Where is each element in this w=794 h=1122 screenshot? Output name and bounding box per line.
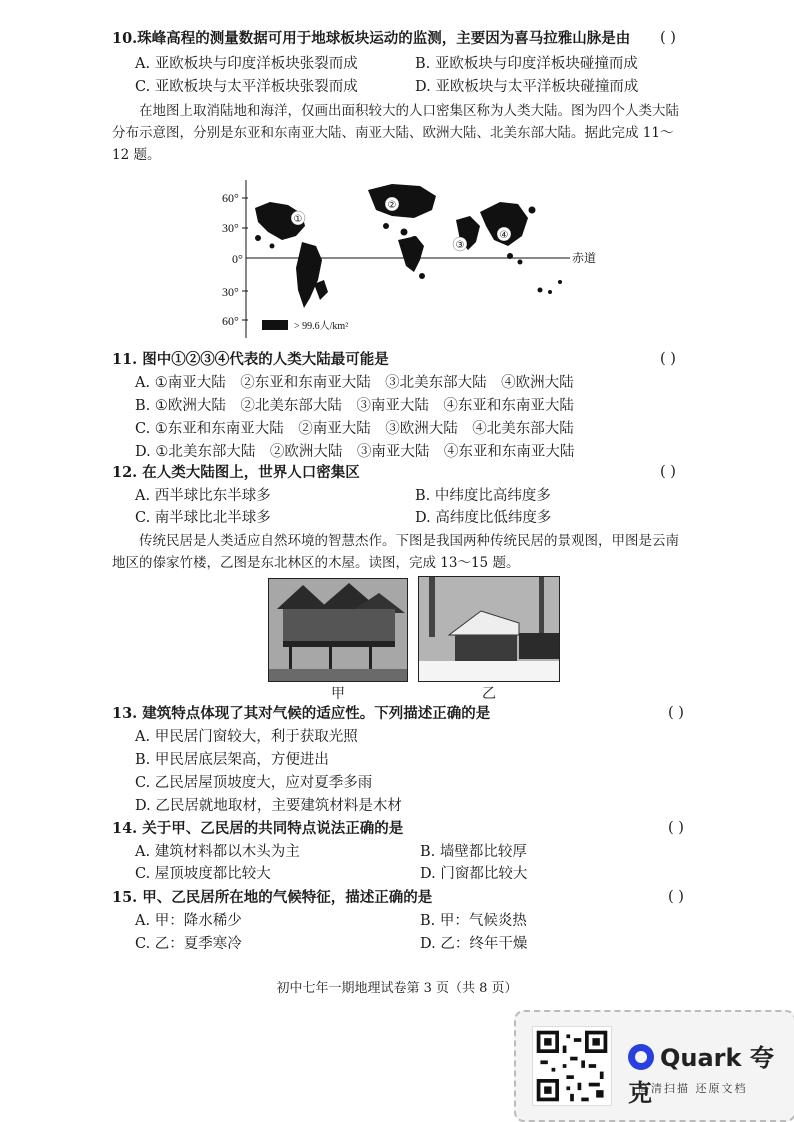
quark-tagline: 高清扫描 还原文档 [638,1082,748,1095]
q15-option-c: C. 乙：夏季寒冷 [135,936,242,952]
q14-stem: 14. 关于甲、乙民居的共同特点说法正确的是 [112,820,404,837]
dai-bamboo-house-photo [268,578,408,682]
q13-answer-paren: ( ) [668,705,684,721]
lat-30s-label: 30° [222,285,239,299]
q11-answer-paren: ( ) [660,351,676,367]
q12-option-d: D. 高纬度比低纬度多 [415,510,552,526]
q10-stem: 10.珠峰高程的测量数据可用于地球板块运动的监测，主要因为喜马拉雅山脉是由 [112,30,631,47]
q12-option-a: A. 西半球比东半球多 [135,488,271,504]
lat-0-label: 0° [232,252,243,266]
q10-option-c: C. 亚欧板块与太平洋板块张裂而成 [135,79,358,95]
q13-option-d: D. 乙民居就地取材，主要建筑材料是木材 [135,798,402,814]
q12-answer-paren: ( ) [660,464,676,480]
q10-answer-paren: ( ) [660,30,676,46]
marker-1: ① [293,214,303,225]
equator-label: 赤道 [572,251,597,265]
marker-2: ② [387,200,397,211]
q14-option-d: D. 门窗都比较大 [420,866,528,882]
population-dense-areas [255,184,562,308]
marker-3: ③ [455,240,465,251]
q15-option-a: A. 甲：降水稀少 [135,913,242,929]
q12-option-c: C. 南半球比北半球多 [135,510,271,526]
intro-11-12: 在地图上取消陆地和海洋，仅画出面积较大的人口密集区称为人类大陆。图为四个人类大陆分布示意图，分别是东亚和东南亚大陆、南亚大陆、欧洲大陆、北美东部大陆。据此完成 11～12 题。 [112,103,679,163]
q15-stem: 15. 甲、乙民居所在地的气候特征，描述正确的是 [112,889,433,906]
q13-stem: 13. 建筑特点体现了其对气候的适应性。下列描述正确的是 [112,705,491,722]
q14-option-c: C. 屋顶坡度都比较大 [135,866,271,882]
q10-option-a: A. 亚欧板块与印度洋板块张裂而成 [135,56,358,72]
q13-option-c: C. 乙民居屋顶坡度大，应对夏季多雨 [135,775,373,791]
legend-swatch [262,320,288,330]
lat-60n-label: 60° [222,191,239,205]
q15-answer-paren: ( ) [668,889,684,905]
qr-code-icon [532,1026,612,1106]
q11-option-c: C. ①东亚和东南亚大陆 ②南亚大陆 ③欧洲大陆 ④北美东部大陆 [135,421,574,437]
page-footer: 初中七年一期地理试卷第 3 页（共 8 页） [276,981,518,996]
q11-stem: 11. 图中①②③④代表的人类大陆最可能是 [112,351,389,368]
q13-option-a: A. 甲民居门窗较大，利于获取光照 [135,729,358,745]
legend-label: > 99.6人/km² [294,321,349,332]
quark-watermark [514,1010,794,1122]
q11-option-b: B. ①欧洲大陆 ②北美东部大陆 ③南亚大陆 ④东亚和东南亚大陆 [135,398,574,414]
q12-option-b: B. 中纬度比高纬度多 [415,488,551,504]
northeast-wood-house-photo [418,576,560,682]
q14-option-b: B. 墙壁都比较厚 [420,844,527,860]
quark-circle-icon [628,1044,654,1070]
photo-caption-right: 乙 [482,686,496,702]
q14-option-a: A. 建筑材料都以木头为主 [135,844,300,860]
photo-caption-left: 甲 [331,686,345,702]
q10-option-d: D. 亚欧板块与太平洋板块碰撞而成 [415,79,639,95]
q13-option-b: B. 甲民居底层架高，方便进出 [135,752,329,768]
q10-option-b: B. 亚欧板块与印度洋板块碰撞而成 [415,56,638,72]
q15-option-d: D. 乙：终年干燥 [420,936,528,952]
q11-option-d: D. ①北美东部大陆 ②欧洲大陆 ③南亚大陆 ④东亚和东南亚大陆 [135,444,575,460]
q14-answer-paren: ( ) [668,820,684,836]
q11-option-a: A. ①南亚大陆 ②东亚和东南亚大陆 ③北美东部大陆 ④欧洲大陆 [135,375,574,391]
lat-30n-label: 30° [222,221,239,235]
quark-logo [628,1038,794,1108]
q15-option-b: B. 甲：气候炎热 [420,913,527,929]
human-continents-map [210,180,620,340]
lat-60s-label: 60° [222,314,239,328]
marker-4: ④ [499,230,509,241]
quark-logo-text: Quark 夸克 [628,1044,774,1107]
intro-13-15: 传统民居是人类适应自然环境的智慧杰作。下图是我国两种传统民居的景观图，甲图是云南地区的傣家竹楼，乙图是东北林区的木屋。读图，完成 13～15 题。 [112,533,679,571]
q12-stem: 12. 在人类大陆图上，世界人口密集区 [112,464,360,481]
